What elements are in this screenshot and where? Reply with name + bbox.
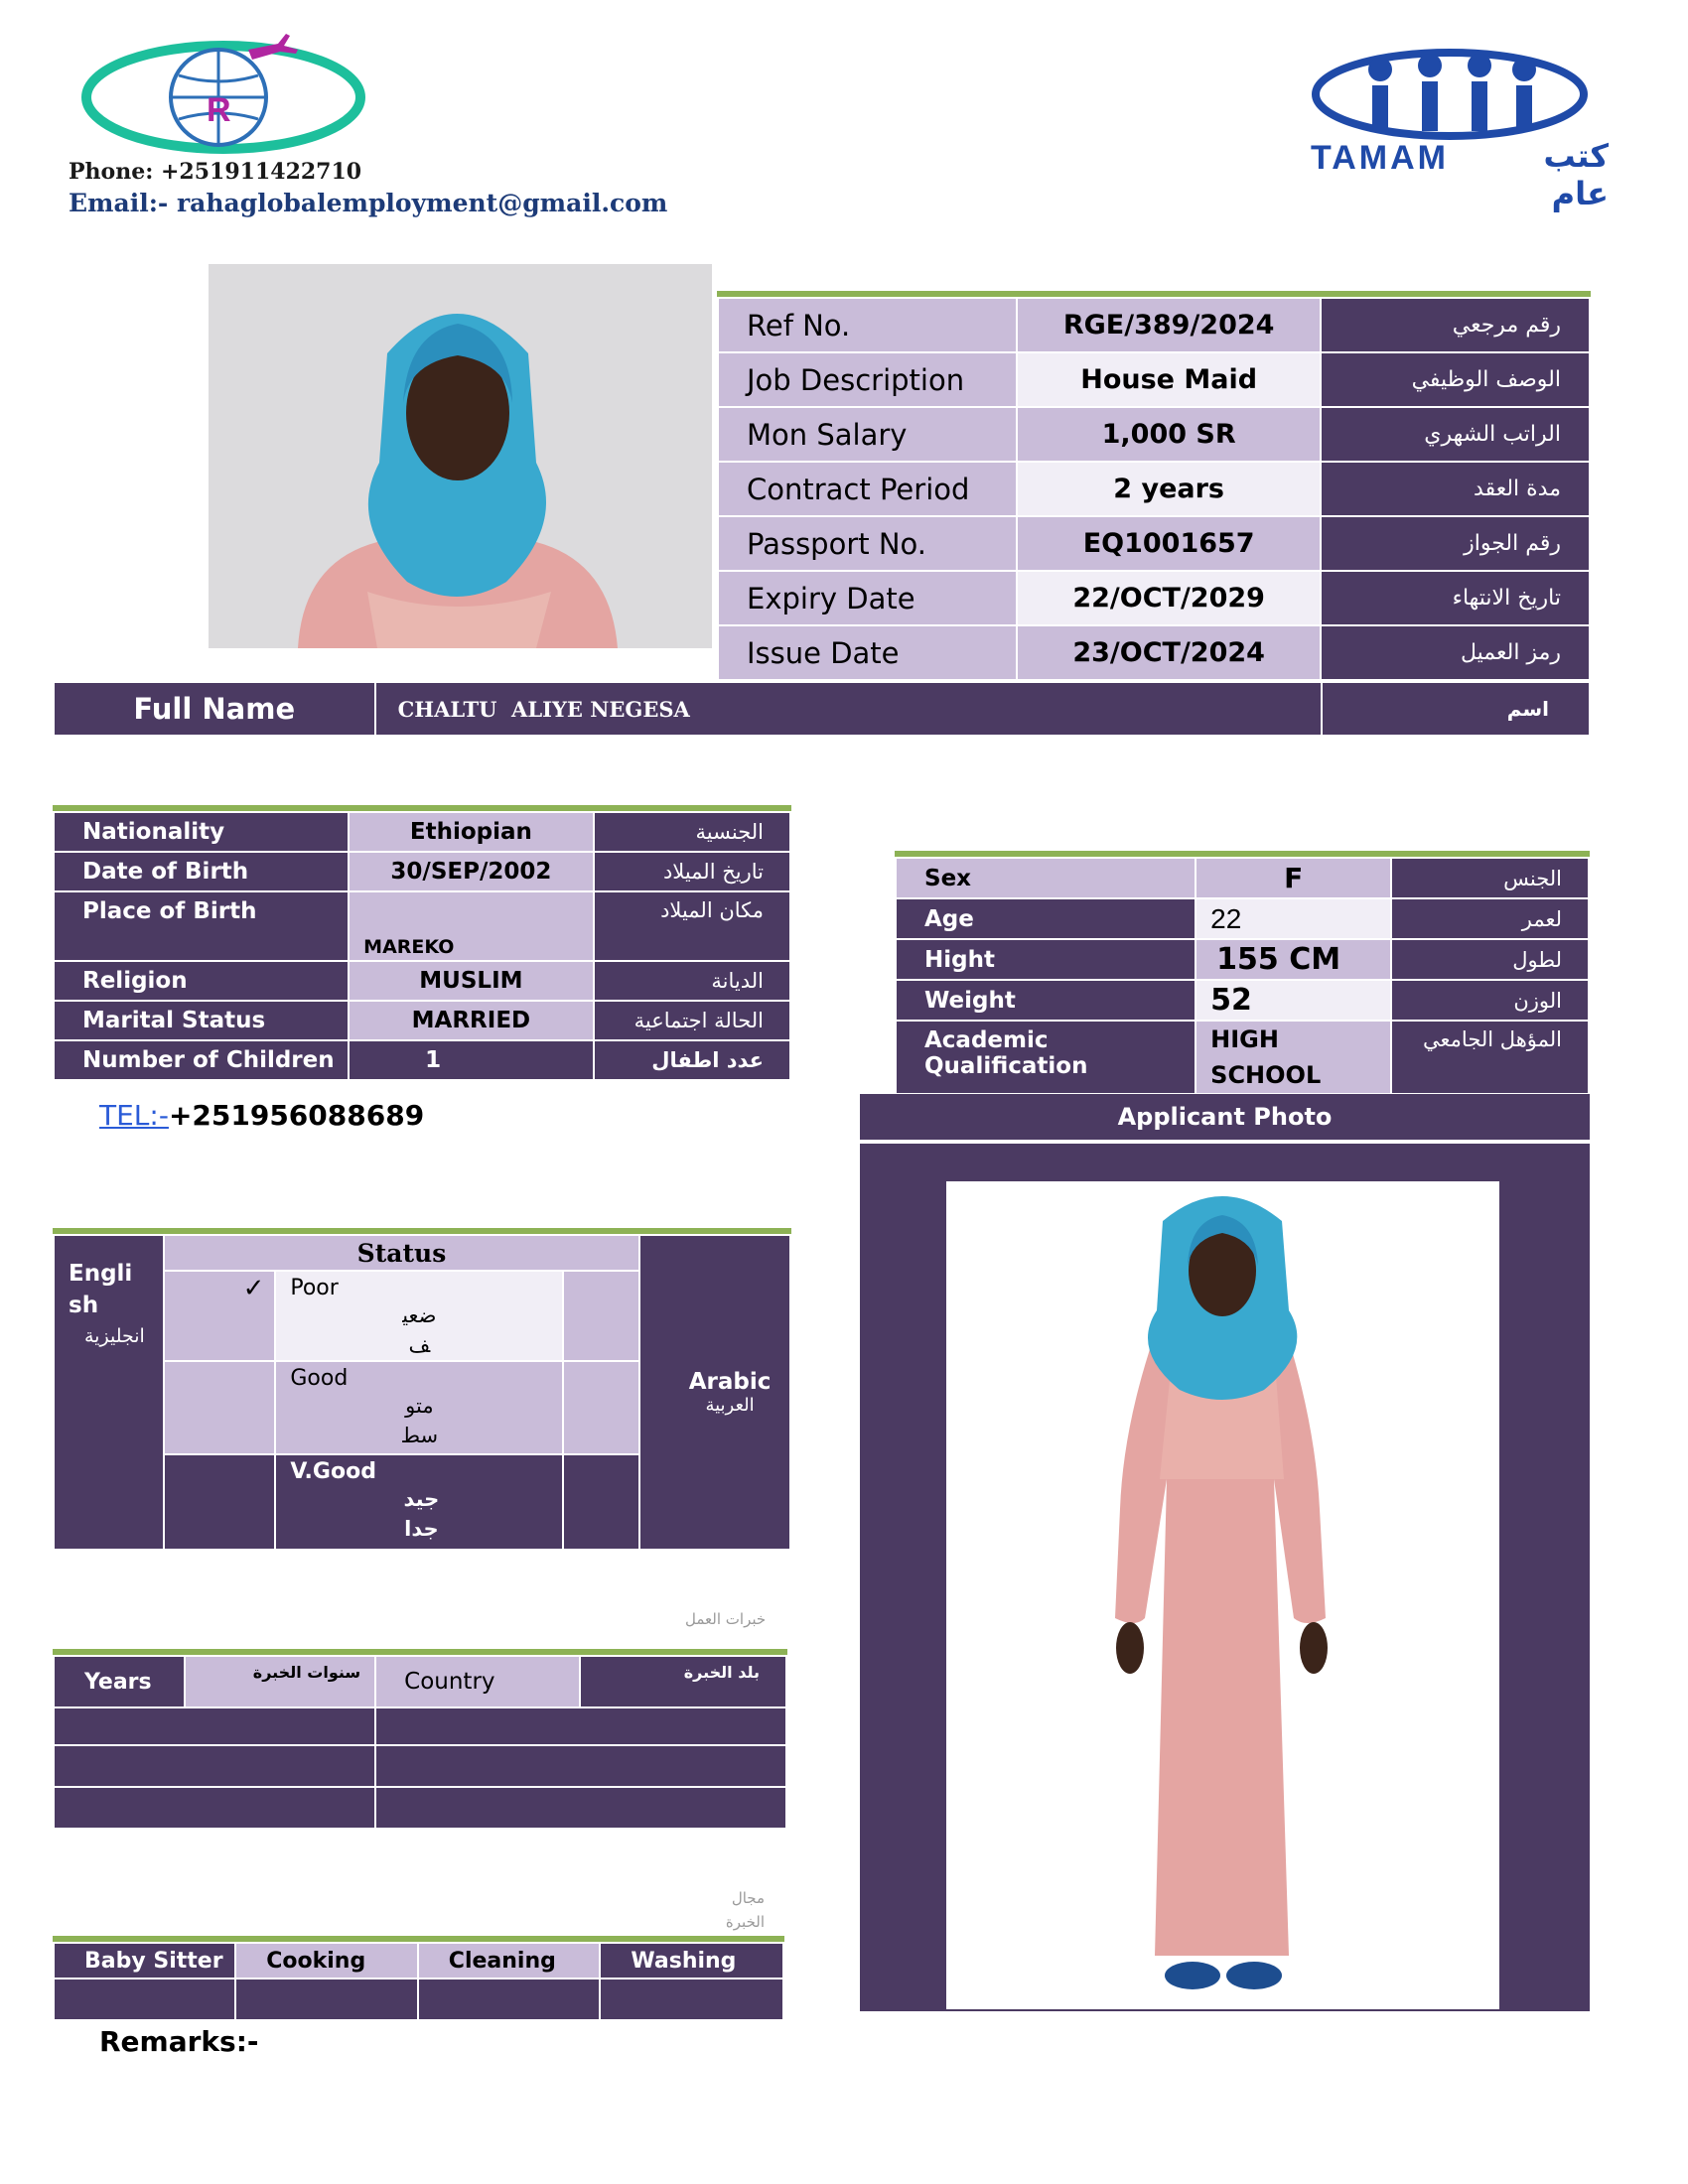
tamam-logo-graphic <box>1311 40 1609 149</box>
table-row <box>896 858 1589 898</box>
skill-cleaning-cell[interactable] <box>418 1979 601 2020</box>
table-row <box>718 298 1590 352</box>
experience-years-label: Years <box>54 1656 185 1707</box>
tamam-logo <box>1311 40 1609 212</box>
physical-value: HIGH SCHOOL <box>1196 1021 1391 1094</box>
personal-arabic: الديانة <box>594 961 790 1001</box>
table-row <box>718 352 1590 407</box>
personal-arabic: الحالة اجتماعية <box>594 1001 790 1040</box>
experience-country-arabic: بلد الخبرة <box>580 1656 786 1707</box>
language-arabic-arabic: العربية <box>705 1395 755 1416</box>
ref-arabic: تاريخ الانتهاء <box>1321 571 1590 625</box>
table-row <box>54 961 790 1001</box>
physical-arabic: لعمر <box>1391 898 1589 939</box>
experience-years-arabic: سنوات الخبرة <box>185 1656 375 1707</box>
experience-caption: خبرات العمل <box>685 1610 767 1628</box>
skill-washing: Washing <box>600 1943 783 1979</box>
language-level-label: V.Good <box>290 1459 376 1484</box>
physical-arabic: الجنس <box>1391 858 1589 898</box>
personal-arabic: مكان الميلاد <box>594 891 790 961</box>
personal-label: Number of Children <box>54 1040 349 1080</box>
language-table <box>53 1234 791 1551</box>
language-check-cell[interactable] <box>164 1361 275 1454</box>
language-arabic-check-cell[interactable] <box>563 1271 640 1361</box>
language-level-cell <box>275 1271 562 1361</box>
physical-arabic: المؤهل الجامعي <box>1391 1021 1589 1094</box>
table-row <box>896 939 1589 980</box>
experience-country-cell[interactable] <box>375 1707 786 1745</box>
table-row <box>718 625 1590 680</box>
ref-label: Passport No. <box>718 516 1017 571</box>
ref-value: EQ1001657 <box>1017 516 1320 571</box>
language-level-arabic: جيد جدا <box>403 1487 440 1541</box>
physical-label: Age <box>896 898 1196 939</box>
table-row <box>896 1021 1589 1094</box>
logo-letter: R <box>207 91 231 129</box>
experience-years-cell[interactable] <box>54 1745 375 1787</box>
full-name-row <box>53 681 1591 737</box>
phone-text: Phone: +251911422710 <box>69 159 362 185</box>
skills-table <box>53 1942 784 2021</box>
ref-arabic: رقم مرجعي <box>1321 298 1590 352</box>
ref-value: 22/OCT/2029 <box>1017 571 1320 625</box>
physical-label: Weight <box>896 980 1196 1021</box>
personal-label: Nationality <box>54 812 349 852</box>
tamam-logo-text: TAMAM <box>1311 139 1449 177</box>
ref-value: RGE/389/2024 <box>1017 298 1320 352</box>
table-row <box>54 1745 786 1787</box>
language-level-label: Poor <box>290 1276 339 1300</box>
physical-table <box>895 857 1590 1095</box>
remarks-label: Remarks:- <box>99 2025 259 2058</box>
language-arabic-label: Arabic <box>688 1369 772 1395</box>
applicant-photo-header: Applicant Photo <box>860 1094 1590 1142</box>
skill-cleaning: Cleaning <box>418 1943 601 1979</box>
checkmark-icon: ✓ <box>242 1274 265 1303</box>
ref-arabic: مدة العقد <box>1321 462 1590 516</box>
table-row <box>54 812 790 852</box>
table-row <box>54 1707 786 1745</box>
ref-arabic: رقم الجواز <box>1321 516 1590 571</box>
table-row <box>54 852 790 891</box>
personal-arabic: تاريخ الميلاد <box>594 852 790 891</box>
experience-table <box>53 1655 787 1830</box>
tel-label[interactable]: TEL:- <box>99 1099 169 1132</box>
physical-label: Hight <box>896 939 1196 980</box>
skill-washing-cell[interactable] <box>600 1979 783 2020</box>
language-level-arabic: متوسط <box>400 1394 439 1447</box>
experience-country-label: Country <box>375 1656 580 1707</box>
table-row <box>718 516 1590 571</box>
personal-label: Place of Birth <box>54 891 349 961</box>
language-status-header: Status <box>164 1235 639 1271</box>
physical-value: 22 <box>1196 898 1391 939</box>
physical-label: Academic Qualification <box>896 1021 1196 1094</box>
ref-value: 2 years <box>1017 462 1320 516</box>
personal-label: Marital Status <box>54 1001 349 1040</box>
ref-label: Issue Date <box>718 625 1017 680</box>
personal-arabic: الجنسية <box>594 812 790 852</box>
skill-baby-sitter-cell[interactable] <box>54 1979 235 2020</box>
personal-value: MUSLIM <box>349 961 593 1001</box>
ref-label: Mon Salary <box>718 407 1017 462</box>
skill-cooking-cell[interactable] <box>235 1979 418 2020</box>
full-name-value: CHALTU ALIYE NEGESA <box>375 682 1323 736</box>
table-row <box>896 898 1589 939</box>
experience-country-cell[interactable] <box>375 1745 786 1787</box>
personal-value: 30/SEP/2002 <box>349 852 593 891</box>
full-name-arabic: اسم <box>1322 682 1590 736</box>
ref-value: 1,000 SR <box>1017 407 1320 462</box>
ref-value: 23/OCT/2024 <box>1017 625 1320 680</box>
language-level-cell <box>275 1361 562 1454</box>
applicant-portrait-photo <box>209 264 712 648</box>
tel-value: +251956088689 <box>168 1099 425 1132</box>
language-level-arabic: ضعيف <box>402 1303 437 1357</box>
table-row <box>54 1943 783 1979</box>
experience-years-cell[interactable] <box>54 1707 375 1745</box>
personal-arabic: عدد اطفال <box>594 1040 790 1080</box>
table-row <box>54 891 790 961</box>
physical-arabic: الوزن <box>1391 980 1589 1021</box>
language-arabic-check-cell[interactable] <box>563 1454 640 1550</box>
tel-line <box>99 1099 424 1132</box>
physical-value: 52 <box>1196 980 1391 1021</box>
experience-years-cell[interactable] <box>54 1787 375 1829</box>
language-english-cell <box>54 1235 164 1550</box>
table-row <box>54 1040 790 1080</box>
personal-label: Religion <box>54 961 349 1001</box>
language-english-label: English <box>69 1261 133 1318</box>
personal-value: 1 <box>349 1040 593 1080</box>
ref-label: Ref No. <box>718 298 1017 352</box>
applicant-full-body-photo <box>946 1181 1499 2009</box>
table-row <box>718 462 1590 516</box>
full-name-label: Full Name <box>54 682 375 736</box>
physical-value: 155 CM <box>1196 939 1391 980</box>
table-row <box>54 1979 783 2020</box>
table-row <box>54 1001 790 1040</box>
physical-arabic: لطول <box>1391 939 1589 980</box>
language-check-cell[interactable] <box>164 1454 275 1550</box>
ref-value: House Maid <box>1017 352 1320 407</box>
table-row <box>54 1656 786 1707</box>
skills-caption: مجال الخبرة <box>725 1889 765 1931</box>
table-row <box>896 980 1589 1021</box>
ref-label: Expiry Date <box>718 571 1017 625</box>
ref-label: Contract Period <box>718 462 1017 516</box>
language-arabic-check-cell[interactable] <box>563 1361 640 1454</box>
personal-value: MAREKO <box>349 891 593 961</box>
language-level-label: Good <box>290 1366 349 1391</box>
language-level-cell <box>275 1454 562 1550</box>
skill-baby-sitter: Baby Sitter <box>54 1943 235 1979</box>
table-row <box>54 1787 786 1829</box>
personal-value: Ethiopian <box>349 812 593 852</box>
personal-value: MARRIED <box>349 1001 593 1040</box>
personal-label: Date of Birth <box>54 852 349 891</box>
ref-table <box>717 297 1591 681</box>
skill-cooking: Cooking <box>235 1943 418 1979</box>
language-arabic-cell <box>639 1235 790 1550</box>
ref-arabic: الراتب الشهري <box>1321 407 1590 462</box>
language-check-cell[interactable] <box>164 1271 275 1361</box>
ref-arabic: الوصف الوظيفي <box>1321 352 1590 407</box>
physical-value: F <box>1196 858 1391 898</box>
physical-label: Sex <box>896 858 1196 898</box>
ref-arabic: رمز العميل <box>1321 625 1590 680</box>
table-row <box>718 407 1590 462</box>
table-row <box>718 571 1590 625</box>
personal-table <box>53 811 791 1081</box>
ref-label: Job Description <box>718 352 1017 407</box>
company-logo-left <box>79 28 367 157</box>
language-english-arabic: انجليزية <box>84 1325 145 1347</box>
email-text: Email:- rahaglobalemployment@gmail.com <box>69 189 668 217</box>
experience-country-cell[interactable] <box>375 1787 786 1829</box>
tamam-logo-arabic: كتب عام <box>1543 137 1609 212</box>
